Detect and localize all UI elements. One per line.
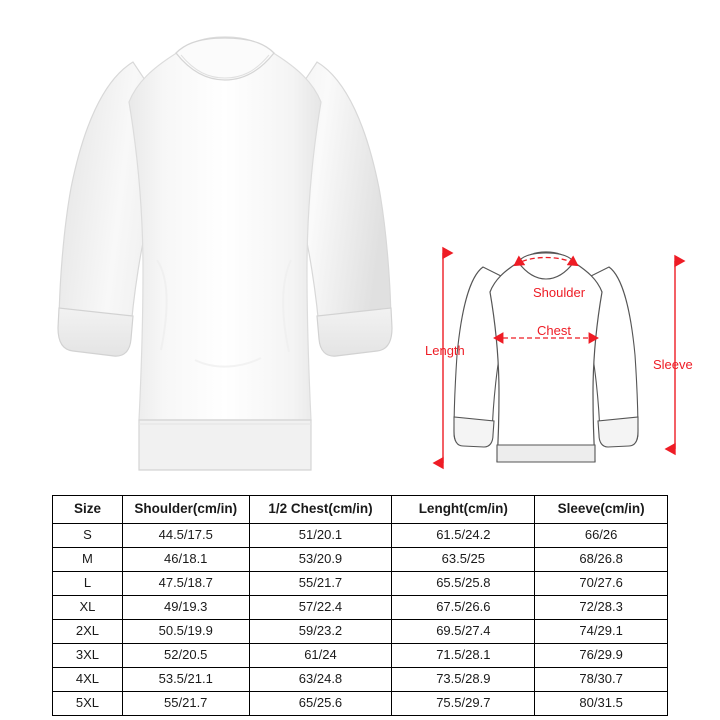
table-header-row xyxy=(53,496,668,524)
cell-sleeve: 70/27.6 xyxy=(535,572,668,596)
cell-size: 3XL xyxy=(53,644,123,668)
cell-shoulder: 55/21.7 xyxy=(122,692,249,716)
table-row xyxy=(53,692,668,716)
cell-sleeve: 78/30.7 xyxy=(535,668,668,692)
label-chest: Chest xyxy=(537,323,571,338)
cell-half-chest: 53/20.9 xyxy=(249,548,392,572)
cell-sleeve: 72/28.3 xyxy=(535,596,668,620)
cell-shoulder: 53.5/21.1 xyxy=(122,668,249,692)
cell-sleeve: 68/26.8 xyxy=(535,548,668,572)
cell-half-chest: 63/24.8 xyxy=(249,668,392,692)
cell-sleeve: 66/26 xyxy=(535,524,668,548)
header-sleeve: Sleeve(cm/in) xyxy=(535,496,668,524)
cell-length: 75.5/29.7 xyxy=(392,692,535,716)
cell-length: 61.5/24.2 xyxy=(392,524,535,548)
table-row xyxy=(53,668,668,692)
cell-shoulder: 49/19.3 xyxy=(122,596,249,620)
cell-shoulder: 52/20.5 xyxy=(122,644,249,668)
cell-length: 69.5/27.4 xyxy=(392,620,535,644)
cell-sleeve: 76/29.9 xyxy=(535,644,668,668)
cell-length: 63.5/25 xyxy=(392,548,535,572)
cell-length: 71.5/28.1 xyxy=(392,644,535,668)
cell-length: 67.5/26.6 xyxy=(392,596,535,620)
table-row xyxy=(53,548,668,572)
cell-half-chest: 65/25.6 xyxy=(249,692,392,716)
header-shoulder: Shoulder(cm/in) xyxy=(122,496,249,524)
cell-length: 73.5/28.9 xyxy=(392,668,535,692)
table-row xyxy=(53,524,668,548)
cell-shoulder: 50.5/19.9 xyxy=(122,620,249,644)
cell-sleeve: 80/31.5 xyxy=(535,692,668,716)
size-chart-table xyxy=(52,495,668,716)
cell-size: M xyxy=(53,548,123,572)
table-row xyxy=(53,620,668,644)
header-size: Size xyxy=(53,496,123,524)
label-shoulder: Shoulder xyxy=(533,285,586,300)
label-length: Length xyxy=(425,343,465,358)
cell-shoulder: 46/18.1 xyxy=(122,548,249,572)
cell-shoulder: 44.5/17.5 xyxy=(122,524,249,548)
table-row xyxy=(53,596,668,620)
cell-sleeve: 74/29.1 xyxy=(535,620,668,644)
cell-half-chest: 59/23.2 xyxy=(249,620,392,644)
header-half-chest: 1/2 Chest(cm/in) xyxy=(249,496,392,524)
cell-size: 2XL xyxy=(53,620,123,644)
cell-half-chest: 57/22.4 xyxy=(249,596,392,620)
cell-length: 65.5/25.8 xyxy=(392,572,535,596)
cell-size: 4XL xyxy=(53,668,123,692)
cell-size: L xyxy=(53,572,123,596)
cell-half-chest: 51/20.1 xyxy=(249,524,392,548)
cell-size: 5XL xyxy=(53,692,123,716)
cell-size: S xyxy=(53,524,123,548)
table-row xyxy=(53,572,668,596)
label-sleeve: Sleeve xyxy=(653,357,693,372)
cell-size: XL xyxy=(53,596,123,620)
main-garment-illustration xyxy=(45,10,405,485)
measurement-diagram xyxy=(425,235,695,480)
table-row xyxy=(53,644,668,668)
cell-shoulder: 47.5/18.7 xyxy=(122,572,249,596)
cell-half-chest: 55/21.7 xyxy=(249,572,392,596)
cell-half-chest: 61/24 xyxy=(249,644,392,668)
header-length: Lenght(cm/in) xyxy=(392,496,535,524)
